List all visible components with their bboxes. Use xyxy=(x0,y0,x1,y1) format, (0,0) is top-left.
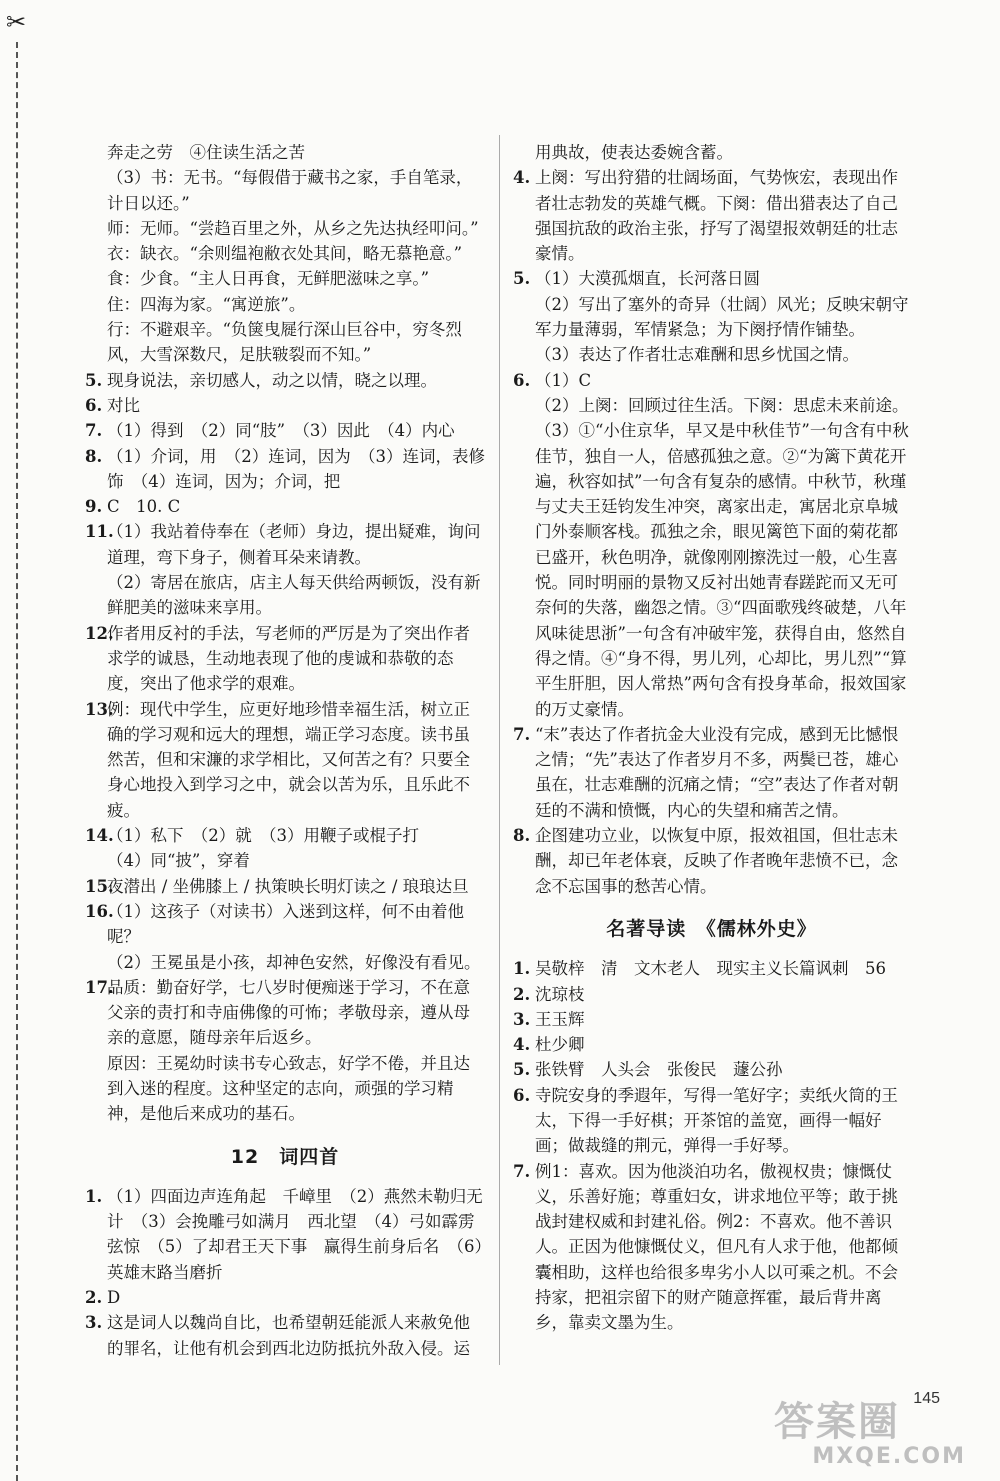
answer-item xyxy=(85,570,485,621)
answer-text: （1）这孩子（对读书）入迷到这样，何不由着他呢？ xyxy=(107,901,464,947)
answer-item xyxy=(85,950,485,975)
answer-item xyxy=(85,241,485,266)
answer-item xyxy=(85,216,485,241)
answer-text: 对比 xyxy=(107,395,140,415)
answer-item xyxy=(513,956,910,981)
answer-item xyxy=(513,292,910,343)
answer-text: （3）①“小住京华，早又是中秋佳节”一句含有中秋佳节，独自一人，倍感孤独之意。②“为篱下黄花开遍，秋容如拭”一句含有复杂的感情。中秋节，秋瑾与丈夫王廷钧发生冲突，离家出走，寓居北京阜城门外泰顺客栈。孤独之余，眼见篱笆下面的菊花都已盛开，秋色明净，就像刚刚擦洗过一般，心生喜悦。同时明丽的景物又反衬出她青春蹉跎而又无可奈何的失落，幽怨之情。③“四面歌残终破楚，八年风味徒思浙”一句含有冲破牢笼，获得自由，悠然自得之情。④“身不得，男儿列，心却比，男儿烈”“算平生肝胆，因人常热”两句含有投身革命，报效国家的万丈豪情。 xyxy=(535,421,909,719)
right-answers-before xyxy=(513,140,910,899)
answer-item xyxy=(85,975,485,1051)
answer-text: 原因：王冕幼时读书专心致志，好学不倦，并且达到入迷的程度。这种坚定的志向，顽强的学习精神，是他后来成功的基石。 xyxy=(107,1053,470,1124)
answer-item xyxy=(85,418,485,443)
answer-text: 这是词人以魏尚自比，也希望朝廷能派人来赦免他的罪名，让他有机会到西北边防抵抗外敌入侵。运 xyxy=(107,1313,470,1358)
answer-number: 15. xyxy=(85,876,114,896)
answer-text: C 10. C xyxy=(107,497,181,517)
answer-text: （2）王冕虽是小孩，却神色安然，好像没有看见。 xyxy=(107,952,481,972)
answer-item xyxy=(513,140,910,165)
answer-number: 5. xyxy=(513,1060,531,1080)
answer-item xyxy=(513,1057,910,1082)
answer-number: 1. xyxy=(513,959,531,979)
answer-text: 寺院安身的季遐年，写得一笔好字；卖纸火筒的王太，下得一手好棋；开茶馆的盖宽，画得一幅好画；做裁缝的荆元，弹得一手好琴。 xyxy=(535,1085,898,1156)
answer-text: （1）C xyxy=(535,370,592,390)
left-answers-before xyxy=(85,140,485,1127)
answer-item xyxy=(513,266,910,291)
page-number: 145 xyxy=(913,1390,940,1407)
answer-text: （3）表达了作者壮志难酬和思乡忧国之情。 xyxy=(535,345,859,365)
left-answers-after xyxy=(85,1184,485,1361)
answer-number: 4. xyxy=(513,168,531,188)
answer-item xyxy=(85,1285,485,1310)
watermark-logo xyxy=(774,1400,984,1472)
cut-line xyxy=(16,42,18,1481)
answer-text: （1）我站着侍奉在（老师）身边，提出疑难，询问道理，弯下身子，侧着耳朵来请教。 xyxy=(107,522,481,567)
answer-text: 上阕：写出狩猎的壮阔场面，气势恢宏，表现出作者壮志勃发的英雄气概。下阕：借出猎表达了自己强国抗敌的政治主张，抒写了渴望报效朝廷的壮志豪情。 xyxy=(535,168,898,264)
answer-item xyxy=(513,1083,910,1159)
answer-text: （1）得到 （2）同“肢” （3）因此 （4）内心 xyxy=(107,421,455,441)
answer-text: 张铁臂 人头会 张俊民 蘧公孙 xyxy=(535,1060,783,1080)
answer-number: 5. xyxy=(85,370,103,390)
answer-item xyxy=(85,823,485,848)
answer-item xyxy=(513,418,910,722)
answer-item xyxy=(513,342,910,367)
answer-number: 7. xyxy=(85,421,103,441)
answer-text: （2）写出了塞外的奇异（壮阔）风光；反映宋朝守军力量薄弱，军情紧急；为下阕抒情作铺垫。 xyxy=(535,294,909,340)
answer-item xyxy=(85,874,485,899)
answer-item xyxy=(85,1051,485,1127)
answer-number: 2. xyxy=(513,984,531,1004)
answer-item xyxy=(85,165,485,216)
watermark-cn: 答案圈 xyxy=(774,1399,900,1445)
answer-item xyxy=(85,899,485,950)
answer-text: “末”表达了作者抗金大业没有完成，感到无比憾恨之情；“先”表达了作者岁月不多，两鬓已苍，雄心虽在，壮志难酬的沉痛之情；“空”表达了作者对朝廷的不满和愤慨，内心的失望和痛苦之情。 xyxy=(535,724,899,820)
answer-text: （1）四面边声连角起 千嶂里 （2）燕然未勒归无计 （3）会挽雕弓如满月 西北望 （4）弓如霹雳弦惊 （5）了却君王天下事 赢得生前身后名 （6）英雄末路当磨折 xyxy=(107,1186,483,1282)
answer-item xyxy=(85,292,485,317)
answer-item xyxy=(85,368,485,393)
answer-number: 9. xyxy=(85,497,103,517)
answer-text: （2）上阕：回顾过往生活。下阕：思虑未来前途。 xyxy=(535,395,909,415)
answer-text: 企图建功立业，以恢复中原，报效祖国，但壮志未酬，却已年老体衰，反映了作者晚年悲愤不已，念念不忘国事的愁苦心情。 xyxy=(535,826,898,896)
answer-text: 行：不避艰辛。“负箧曳屣行深山巨谷中，穷冬烈风，大雪深数尺，足肤皲裂而不知。” xyxy=(107,320,462,365)
answer-item xyxy=(85,444,485,495)
watermark-en: MXQE.COM xyxy=(812,1444,966,1469)
scissors-icon: ✂ xyxy=(6,8,27,36)
answer-text: D xyxy=(107,1288,121,1308)
section-title-ci-si-shou: 12 词四首 xyxy=(230,1145,340,1168)
answer-text: 奔走之劳 ④住读生活之苦 xyxy=(107,143,305,162)
answer-text: （1）私下 （2）就 （3）用鞭子或棍子打 xyxy=(107,826,419,846)
answer-number: 2. xyxy=(85,1288,103,1308)
answer-number: 6. xyxy=(85,395,103,415)
answer-text: 例：现代中学生，应更好地珍惜幸福生活，树立正确的学习观和远大的理想，端正学习态度。读书虽然苦，但和宋濂的求学相比，又何苦之有？只要全身心地投入到学习之中，就会以苦为乐，且乐此不疲。 xyxy=(107,699,470,820)
answer-text: 王玉辉 xyxy=(535,1009,585,1029)
right-column xyxy=(513,140,910,1336)
answer-text: 食：少食。“主人日再食，无鲜肥滋味之享。” xyxy=(107,269,430,289)
answer-number: 11. xyxy=(85,522,114,542)
answer-item xyxy=(85,1184,485,1285)
answer-item xyxy=(513,823,910,899)
answer-number: 3. xyxy=(85,1313,103,1333)
answer-number: 13. xyxy=(85,699,114,719)
answer-number: 12. xyxy=(85,623,114,643)
answer-text: 师：无师。“尝趋百里之外，从乡之先达执经叩问。” xyxy=(107,218,479,238)
answer-item xyxy=(85,317,485,368)
answer-item xyxy=(513,368,910,393)
answer-item xyxy=(85,494,485,519)
answer-text: 杜少卿 xyxy=(535,1035,585,1055)
answer-number: 1. xyxy=(85,1186,103,1206)
left-column xyxy=(85,140,485,1361)
answer-text: （3）书：无书。“每假借于藏书之家，手自笔录，计日以还。” xyxy=(107,168,473,213)
answer-text: 品质：勤奋好学，七八岁时便痴迷于学习，不在意父亲的责打和寺庙佛像的可怖；孝敬母亲，遵从母亲的意愿，随母亲年后返乡。 xyxy=(107,977,470,1048)
answer-number: 14. xyxy=(85,826,114,846)
answer-number: 6. xyxy=(513,370,531,390)
answer-number: 3. xyxy=(513,1009,531,1029)
answer-text: 沈琼枝 xyxy=(535,984,585,1004)
answer-text: （1）介词，用 （2）连词，因为 （3）连词，表修饰 （4）连词，因为；介词，把 xyxy=(107,446,485,491)
answer-item xyxy=(85,848,485,873)
answer-number: 17. xyxy=(85,977,114,997)
answer-number: 6. xyxy=(513,1085,531,1105)
answer-item xyxy=(85,519,485,570)
right-answers-after xyxy=(513,956,910,1335)
answer-number: 16. xyxy=(85,901,114,921)
answer-item xyxy=(85,393,485,418)
answer-number: 4. xyxy=(513,1035,531,1055)
answer-text: 衣：缺衣。“余则缊袍敝衣处其间，略无慕艳意。” xyxy=(107,244,463,264)
answer-item xyxy=(513,393,910,418)
answer-number: 7. xyxy=(513,1161,531,1181)
answer-text: 例1：喜欢。因为他淡泊功名，傲视权贵；慷慨仗义，乐善好施；尊重妇女，讲求地位平等；敢于挑战封建权威和封建礼俗。例2：不喜欢。他不善识人。正因为他慷慨仗义，但凡有人求于他，他都倾囊相助，这样也给很多卑劣小人以可乘之机。不会持家，把祖宗留下的财产随意挥霍，最后背井离乡，靠卖文墨为生。 xyxy=(535,1161,898,1333)
section-title-rulin-waishi: 名著导读 《儒林外史》 xyxy=(606,917,817,940)
answer-text: （1）大漠孤烟直，长河落日圆 xyxy=(535,269,760,289)
answer-number: 8. xyxy=(513,826,531,846)
answer-number: 7. xyxy=(513,724,531,744)
answer-item xyxy=(513,1007,910,1032)
answer-item xyxy=(85,697,485,823)
answer-text: 作者用反衬的手法，写老师的严厉是为了突出作者求学的诚恳，生动地表现了他的虔诚和恭敬的态度，突出了他求学的艰难。 xyxy=(107,623,470,694)
answer-text: （4）同“披”，穿着 xyxy=(107,851,250,871)
answer-item xyxy=(513,165,910,266)
answer-item xyxy=(513,1159,910,1336)
answer-number: 8. xyxy=(85,446,103,466)
answer-text: 用典故，使表达委婉含蓄。 xyxy=(535,143,733,162)
answer-item xyxy=(513,1032,910,1057)
answer-item xyxy=(513,982,910,1007)
answer-item xyxy=(513,722,910,823)
answer-text: 现身说法，亲切感人，动之以情，晓之以理。 xyxy=(107,370,437,390)
answer-number: 5. xyxy=(513,269,531,289)
answer-text: 住：四海为家。“寓逆旅”。 xyxy=(107,294,306,314)
answer-text: 夜潜出 / 坐佛膝上 / 执策映长明灯读之 / 琅琅达旦 xyxy=(107,876,469,896)
answer-text: （2）寄居在旅店，店主人每天供给两顿饭，没有新鲜肥美的滋味来享用。 xyxy=(107,573,481,618)
answer-item xyxy=(85,266,485,291)
answer-item xyxy=(85,140,485,165)
answer-item xyxy=(85,1310,485,1361)
column-divider xyxy=(499,135,500,1365)
answer-item xyxy=(85,621,485,697)
answer-text: 吴敬梓 清 文木老人 现实主义长篇讽刺 56 xyxy=(535,959,886,979)
